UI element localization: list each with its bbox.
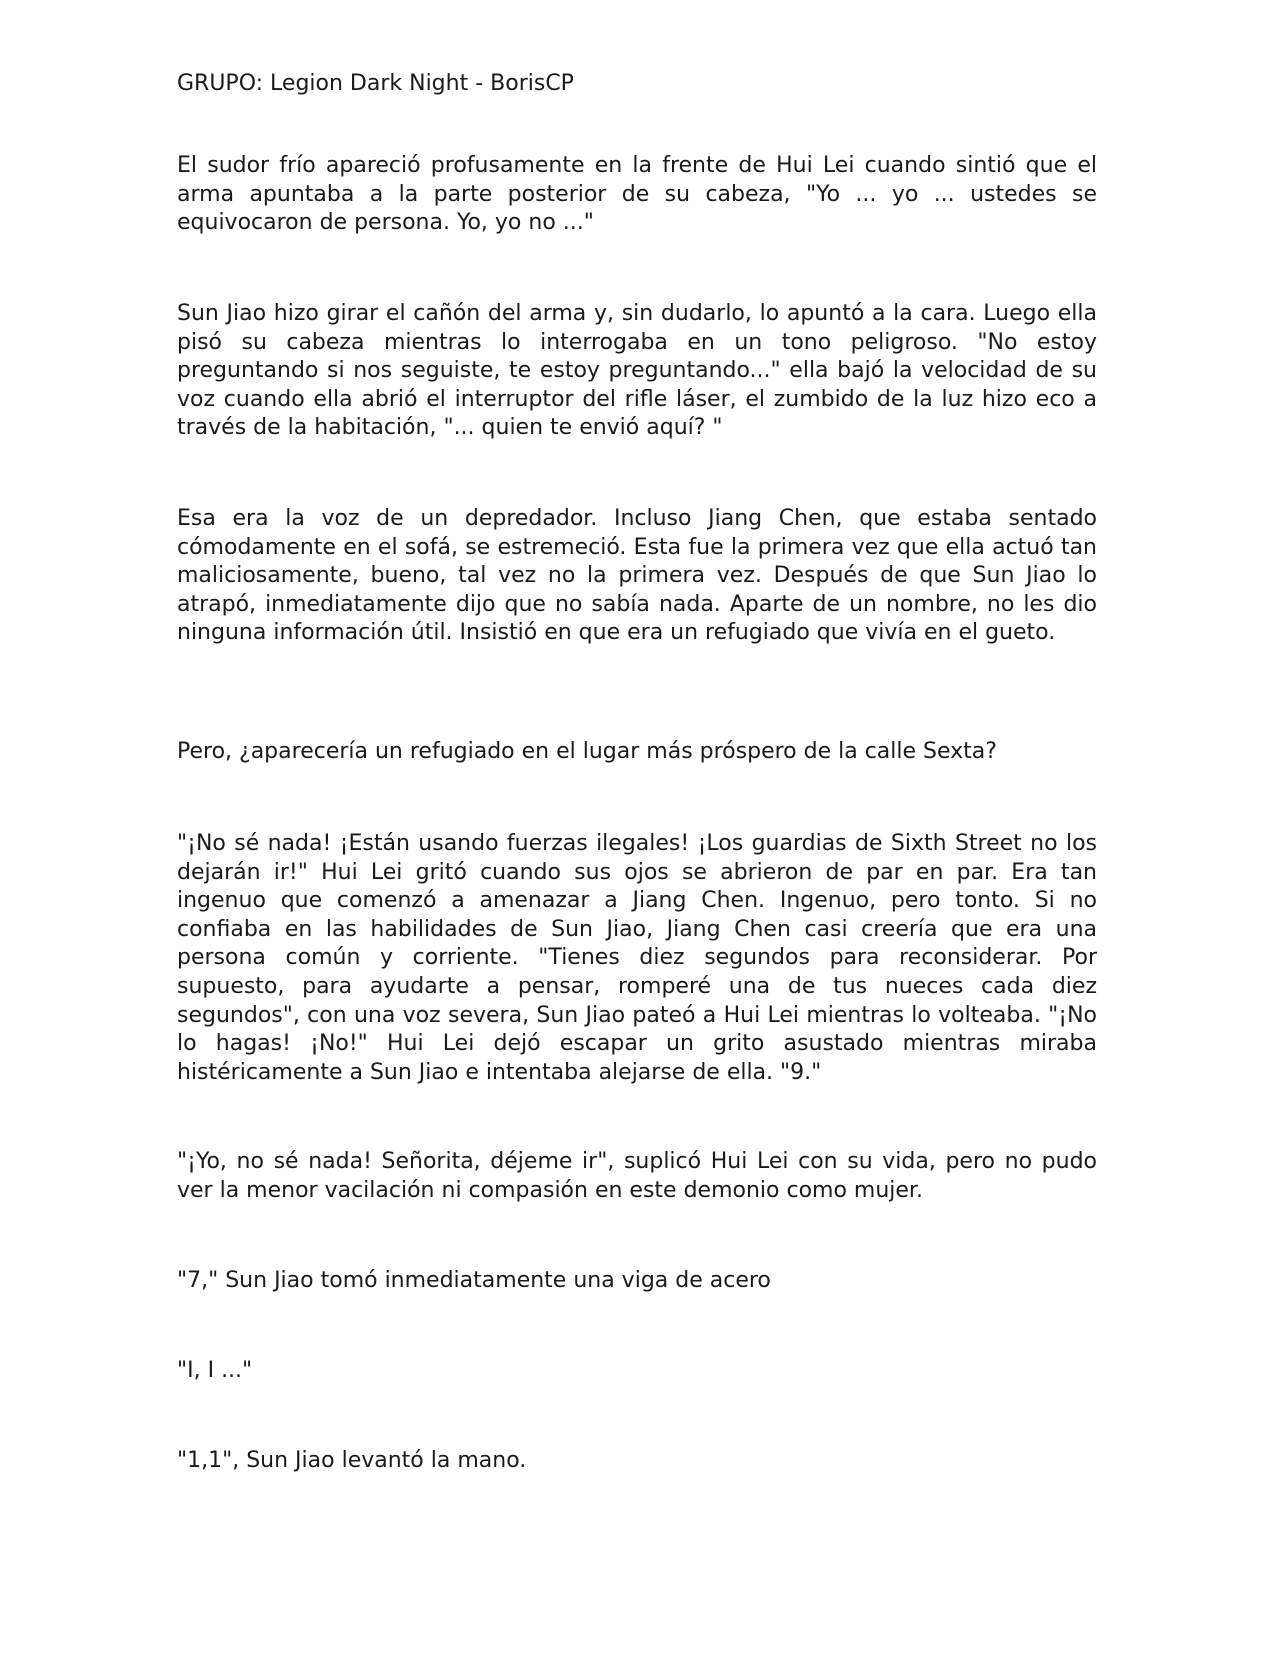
paragraph: "1,1", Sun Jiao levantó la mano. xyxy=(177,1448,527,1473)
paragraph: Pero, ¿aparecería un refugiado en el lugar más próspero de la calle Sexta? xyxy=(177,739,997,764)
paragraph: "7," Sun Jiao tomó inmediatamente una viga de acero xyxy=(177,1268,771,1293)
paragraph: Esa era la voz de un depredador. Incluso Jiang Chen, que estaba sentado cómodamente en el sofá, se estremeció. Esta fue la primera vez que ella actuó tan maliciosamente, bueno, tal vez no la primera vez. Después de que Sun Jiao lo atrapó, inmediatamente dijo que no sabía nada. Aparte de un nombre, no les dio ninguna información útil. Insistió en que era un refugiado que vivía en el gueto. xyxy=(177,506,1097,646)
paragraph: "¡No sé nada! ¡Están usando fuerzas ilegales! ¡Los guardias de Sixth Street no los dejarán ir!" Hui Lei gritó cuando sus ojos se abrieron de par en par. Era tan ingenuo que comenzó a amenazar a Jiang Chen. Ingenuo, pero tonto. Si no confiaba en las habilidades de Sun Jiao, Jiang Chen casi creería que era una persona común y corriente. "Tienes diez segundos para reconsiderar. Por supuesto, para ayudarte a pensar, romperé una de tus nueces cada diez segundos", con una voz severa, Sun Jiao pateó a Hui Lei mientras lo volteaba. "¡No lo hagas! ¡No!" Hui Lei dejó escapar un grito asustado mientras miraba histéricamente a Sun Jiao e intentaba alejarse de ella. "9." xyxy=(177,831,1097,1085)
group-header: GRUPO: Legion Dark Night - BorisCP xyxy=(177,71,574,96)
paragraph: Sun Jiao hizo girar el cañón del arma y, sin dudarlo, lo apuntó a la cara. Luego ella pisó su cabeza mientras lo interrogaba en un tono peligroso. "No estoy preguntando si nos seguiste, te estoy preguntando..." ella bajó la velocidad de su voz cuando ella abrió el interruptor del rifle láser, el zumbido de la luz hizo eco a través de la habitación, "... quien te envió aquí? " xyxy=(177,301,1097,441)
paragraph: "I, I ..." xyxy=(177,1358,253,1383)
paragraph: "¡Yo, no sé nada! Señorita, déjeme ir", suplicó Hui Lei con su vida, pero no pudo ver la menor vacilación ni compasión en este demonio como mujer. xyxy=(177,1149,1097,1203)
paragraph: El sudor frío apareció profusamente en la frente de Hui Lei cuando sintió que el arma apuntaba a la parte posterior de su cabeza, "Yo ... yo ... ustedes se equivocaron de persona. Yo, yo no ..." xyxy=(177,153,1097,236)
